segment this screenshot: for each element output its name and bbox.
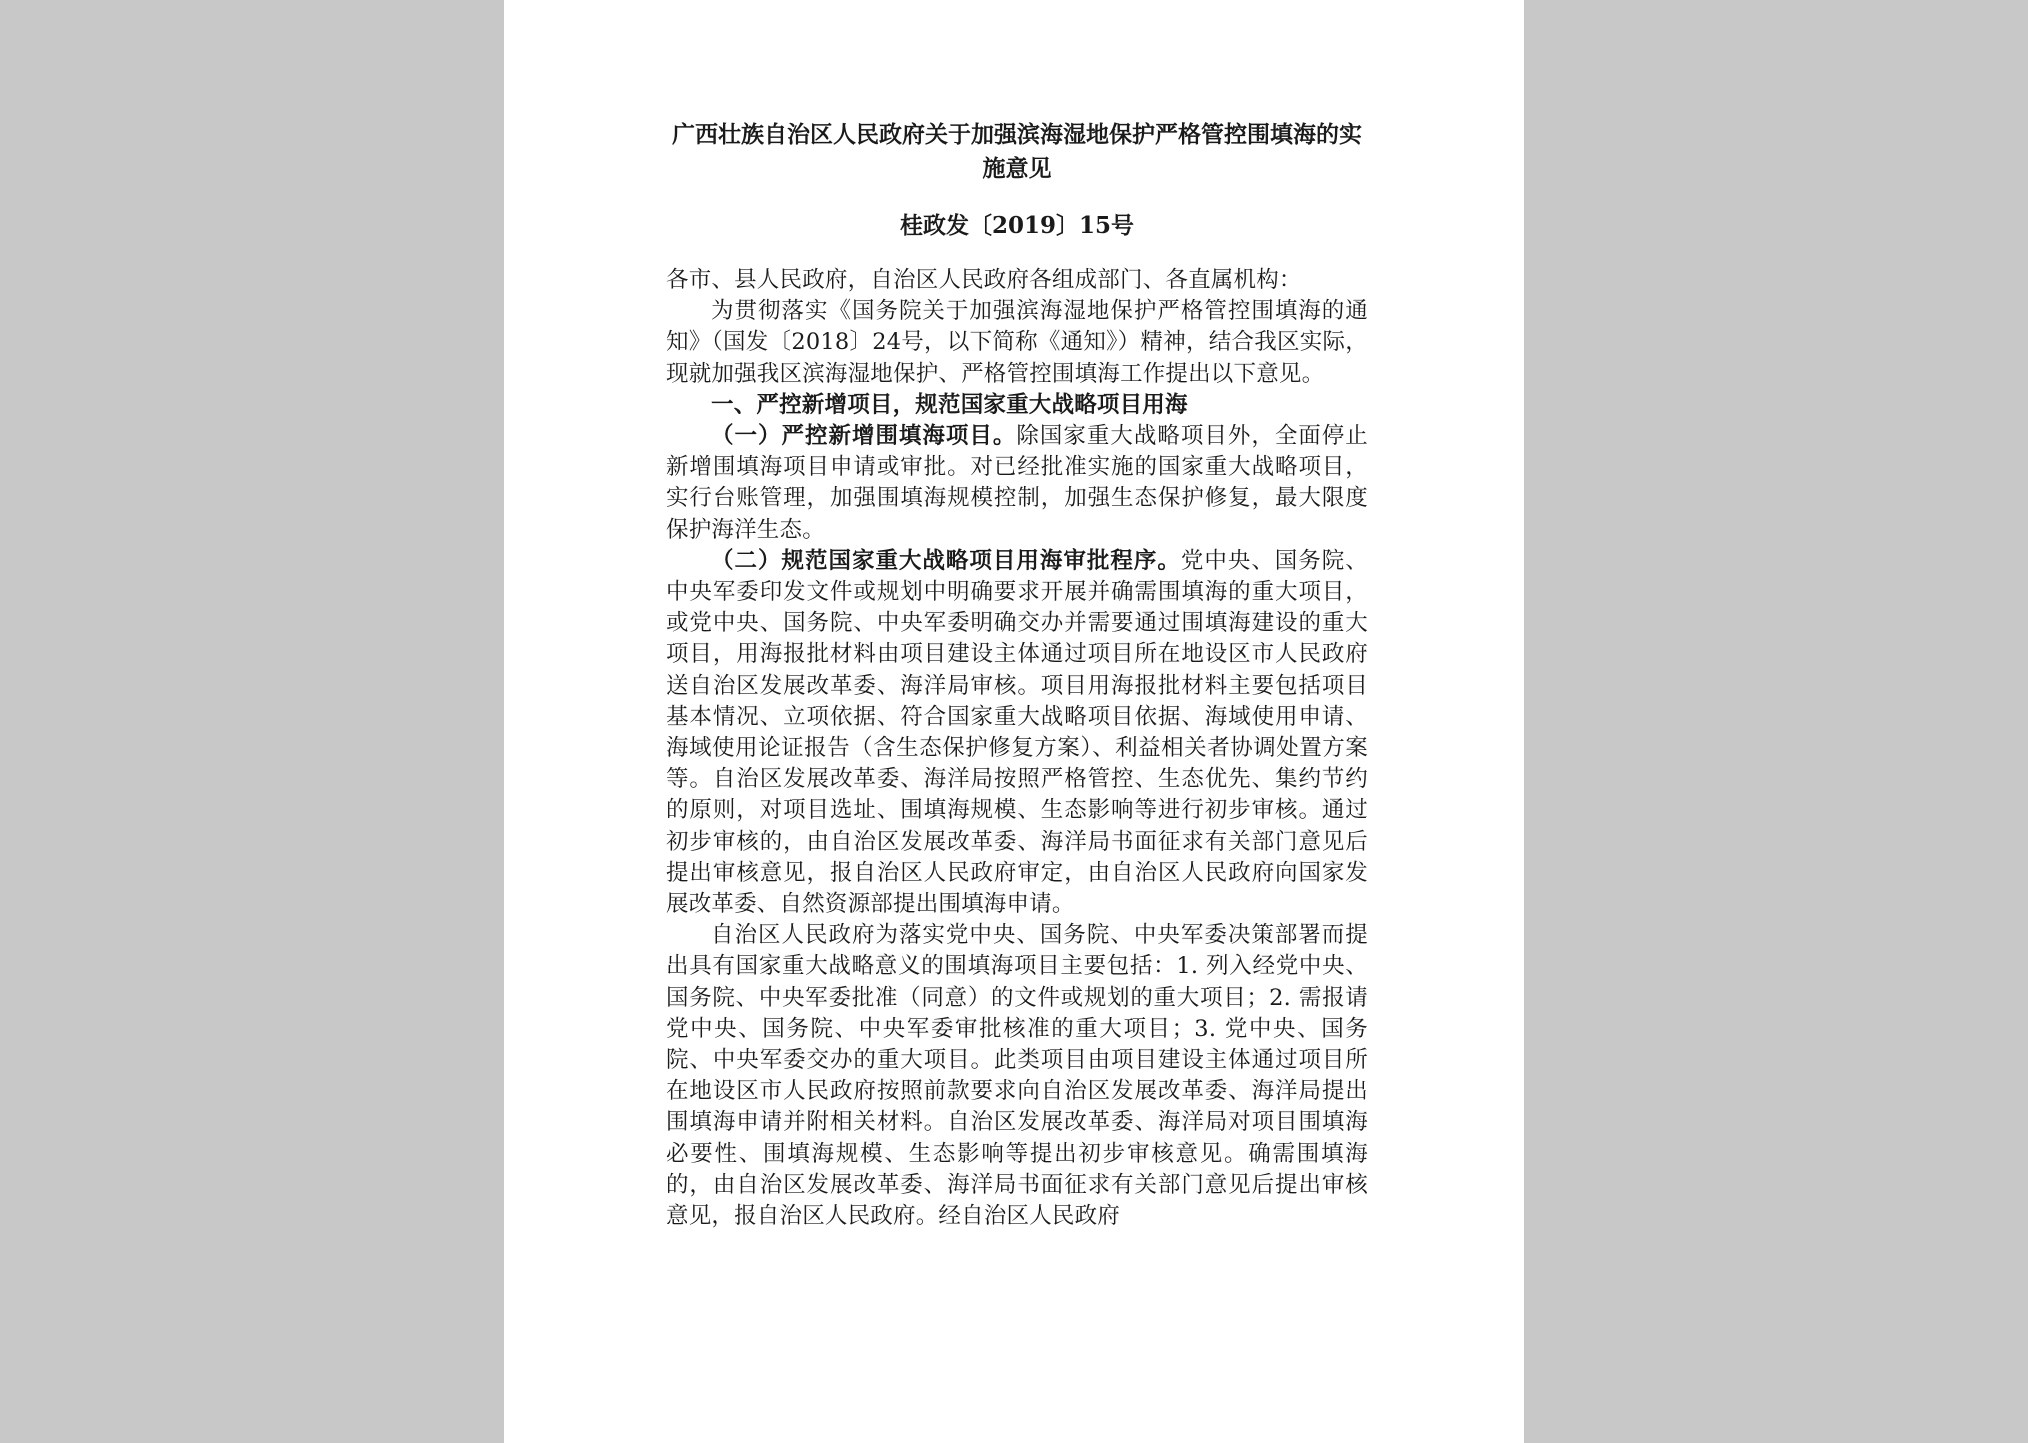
document-number: 桂政发〔2019〕15号: [899, 212, 1135, 239]
intro-paragraph: 为贯彻落实《国务院关于加强滨海湿地保护严格管控围填海的通知》（国发〔2018〕24号，以下简称《通知》）精神，结合我区实际，现就加强我区滨海湿地保护、严格管控围填海工作提出以下意见。: [666, 298, 1368, 387]
item-text-1: 除国家重大战略项目外，全面停止新增围填海项目申请或审批。对已经批准实施的国家重大战略项目，实行台账管理，加强围填海规模控制，加强生态保护修复，最大限度保护海洋生态。: [666, 423, 1368, 543]
item-paragraph-1: [666, 421, 1368, 546]
item-heading-1: （一）严控新增围填海项目。: [711, 423, 1017, 450]
document-content: [666, 118, 1368, 1232]
item-text-2: 党中央、国务院、中央军委印发文件或规划中明确要求开展并确需围填海的重大项目，或党中央、国务院、中央军委明确交办并需要通过围填海建设的重大项目，用海报批材料由项目建设主体通过项目所在地设区市人民政府送自治区发展改革委、海洋局审核。项目用海报批材料主要包括项目基本情况、立项依据、符合国家重大战略项目依据、海域使用申请、海域使用论证报告（含生态保护修复方案）、利益相关者协调处置方案等。自治区发展改革委、海洋局按照严格管控、生态优先、集约节约的原则，对项目选址、围填海规模、生态影响等进行初步审核。通过初步审核的，由自治区发展改革委、海洋局书面征求有关部门意见后提出审核意见，报自治区人民政府审定，由自治区人民政府向国家发展改革委、自然资源部提出围填海申请。: [666, 547, 1368, 918]
section-heading: 一、严控新增项目，规范国家重大战略项目用海: [711, 391, 1188, 418]
item-paragraph-2: [666, 546, 1368, 920]
item-heading-2: （二）规范国家重大战略项目用海审批程序。: [711, 547, 1181, 574]
document-page: [504, 0, 1524, 1443]
body-paragraph-3: 自治区人民政府为落实党中央、国务院、中央军委决策部署而提出具有国家重大战略意义的围填海项目主要包括：1. 列入经党中央、国务院、中央军委批准（同意）的文件或规划的重大项目；2. 需报请党中央、国务院、中央军委审批核准的重大项目；3. 党中央、国务院、中央军委交办的重大项目。此类项目由项目建设主体通过项目所在地设区市人民政府按照前款要求向自治区发展改革委、海洋局提出围填海申请并附相关材料。自治区发展改革委、海洋局对项目围填海必要性、围填海规模、生态影响等提出初步审核意见。确需围填海的，由自治区发展改革委、海洋局书面征求有关部门意见后提出审核意见，报自治区人民政府。经自治区人民政府: [666, 922, 1368, 1230]
document-title: 广西壮族自治区人民政府关于加强滨海湿地保护严格管控围填海的实施意见: [672, 121, 1362, 182]
document-body: [666, 265, 1368, 1232]
addressee: 各市、县人民政府，自治区人民政府各组成部门、各直属机构：: [666, 267, 1302, 293]
